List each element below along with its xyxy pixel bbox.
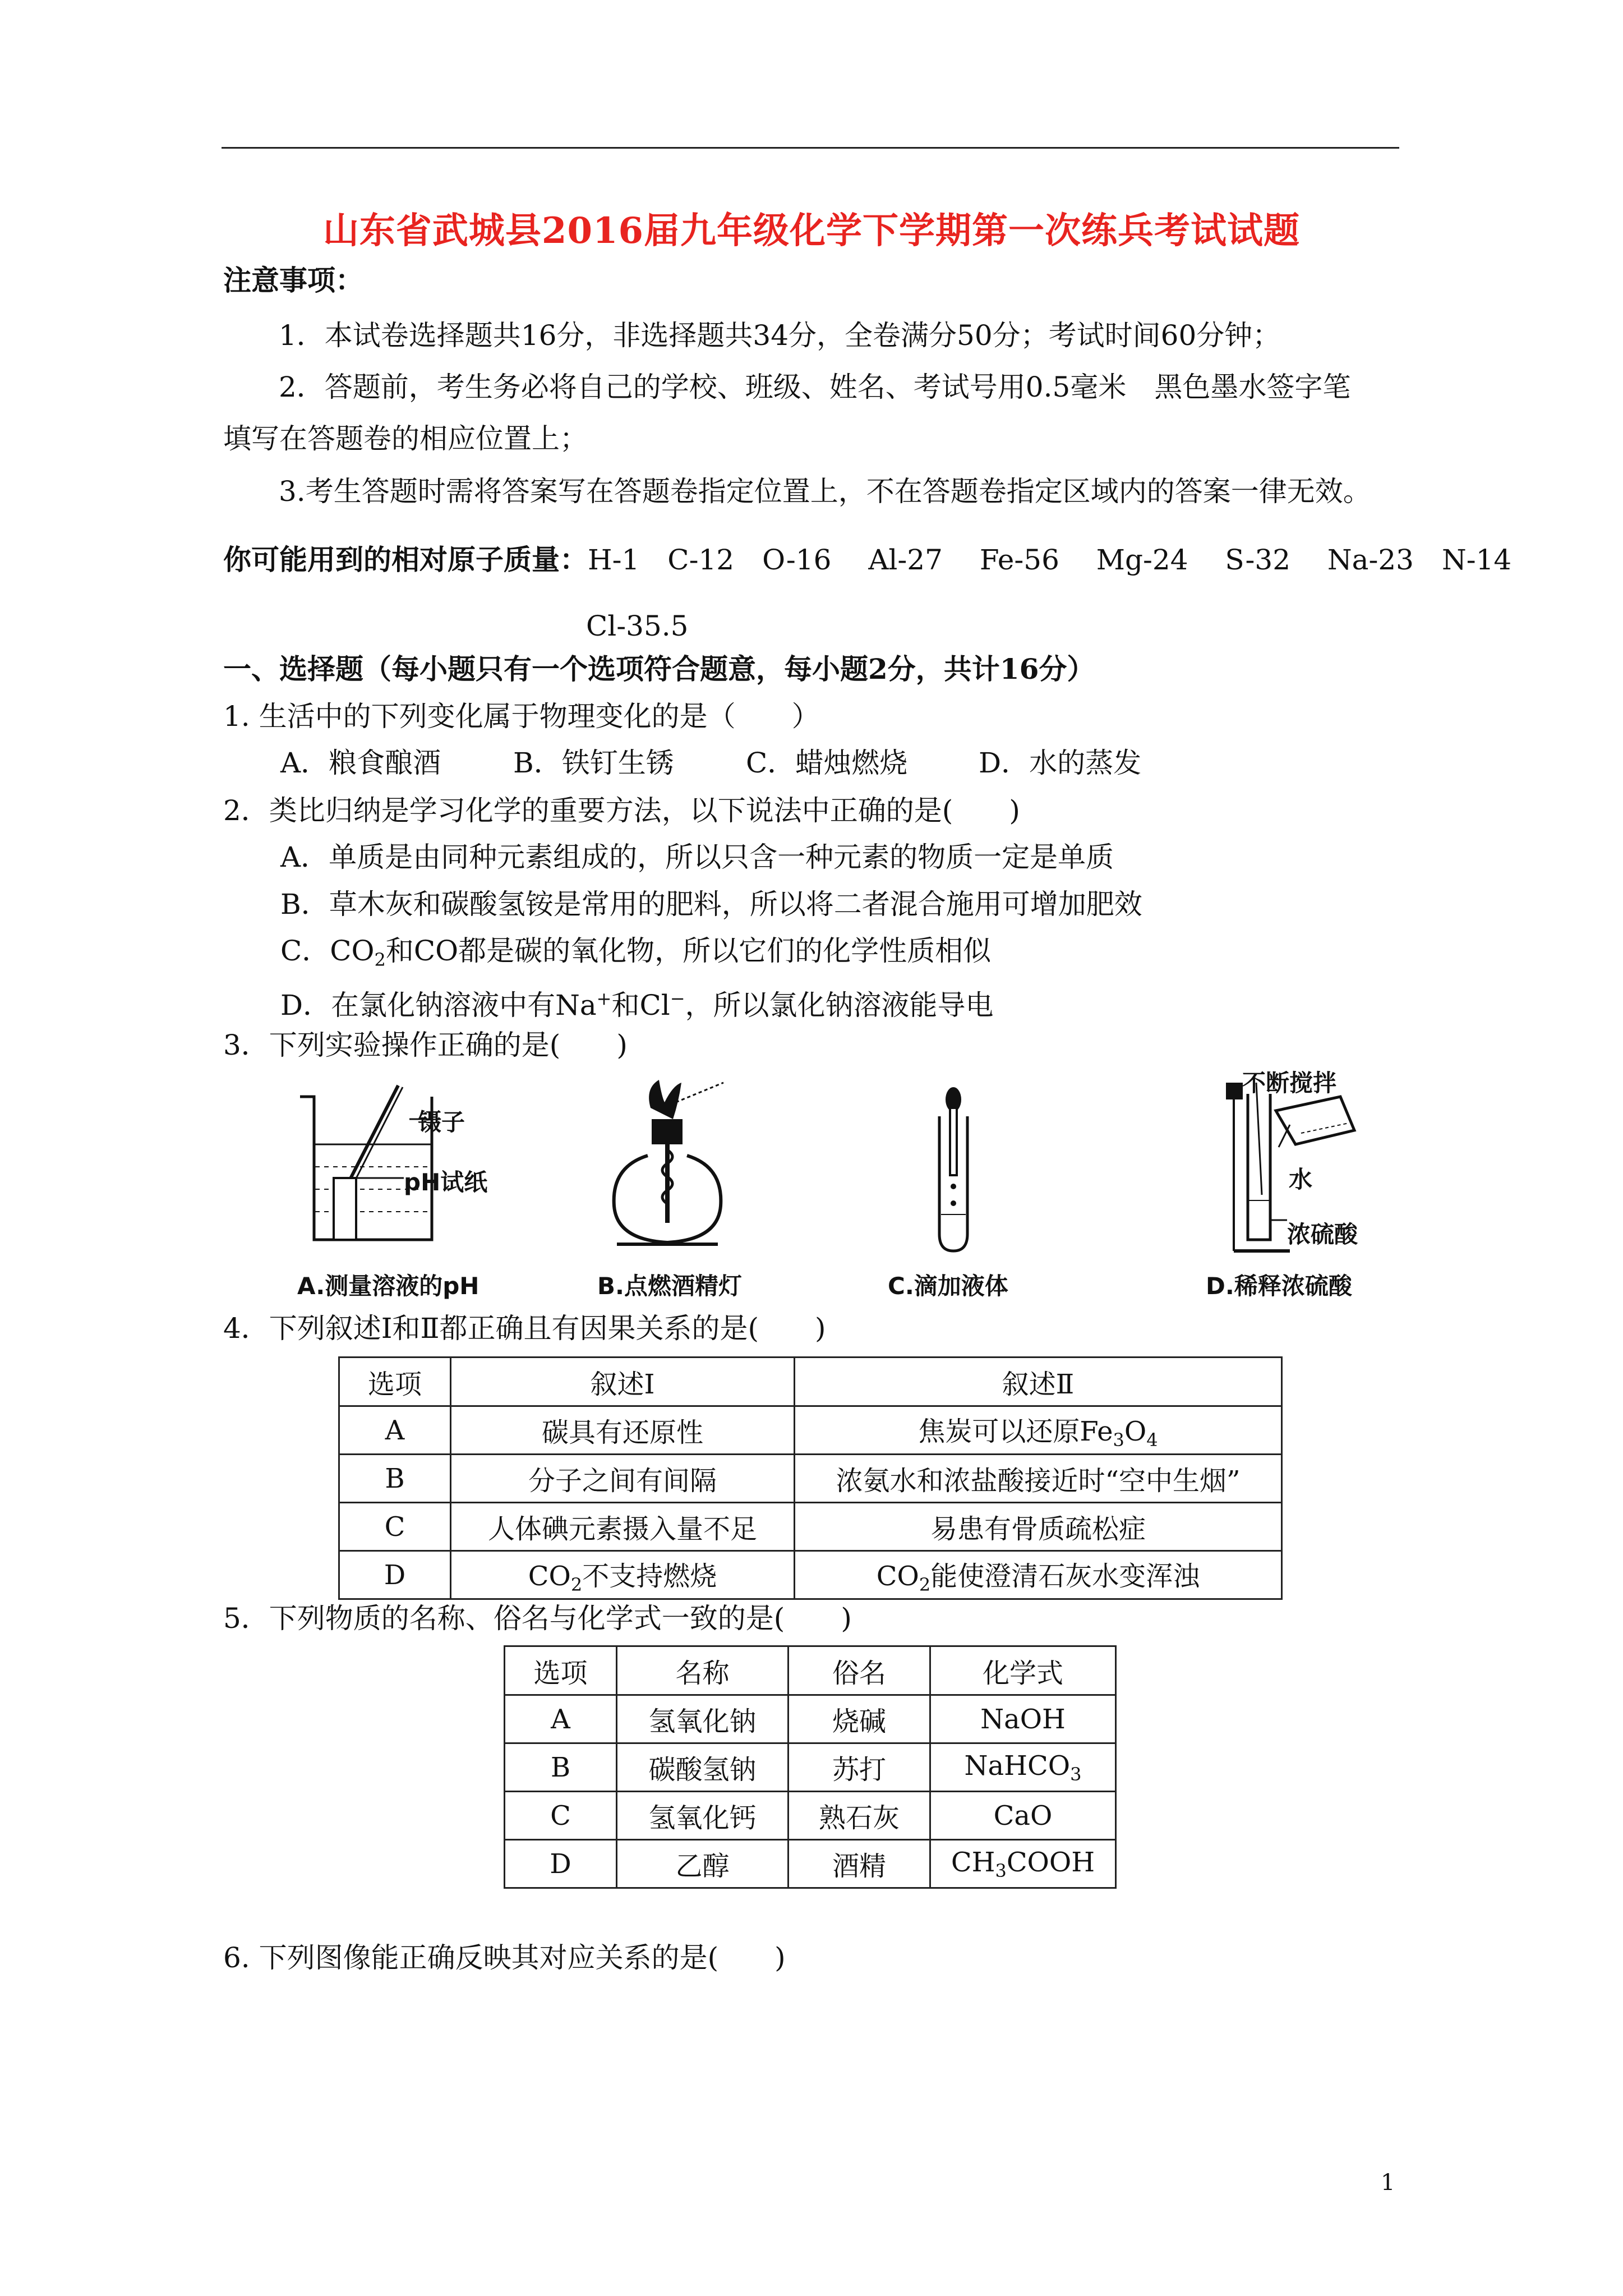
table-cell: 熟石灰 bbox=[789, 1792, 930, 1840]
figure-b-alcohol-lamp bbox=[606, 1077, 751, 1257]
atomic-mass-values: H-1 C-12 O-16 Al-27 Fe-56 Mg-24 S-32 Na-23 N-14 bbox=[588, 544, 1512, 576]
table-header-cell: 叙述Ⅱ bbox=[795, 1358, 1282, 1406]
table-cell: 易患有骨质疏松症 bbox=[795, 1503, 1282, 1551]
q3-stem: 3．下列实验操作正确的是( ) bbox=[223, 1029, 628, 1061]
figure-c-caption: C.滴加液体 bbox=[888, 1272, 1008, 1300]
table-cell: D bbox=[505, 1840, 617, 1888]
table-cell: A bbox=[339, 1406, 451, 1455]
table-cell: 乙醇 bbox=[617, 1840, 789, 1888]
table-cell: $CH_3COOH$ bbox=[930, 1840, 1116, 1888]
table-cell: C bbox=[505, 1792, 617, 1840]
q1-stem: 1. 生活中的下列变化属于物理变化的是（ ） bbox=[223, 700, 820, 733]
table-cell: 氢氧化钠 bbox=[617, 1695, 789, 1743]
figure-c-dropper bbox=[925, 1083, 981, 1257]
table-cell: A bbox=[505, 1695, 617, 1743]
table-cell: 苏打 bbox=[789, 1743, 930, 1792]
atomic-mass-values-2: Cl-35.5 bbox=[586, 610, 689, 642]
table-header-row bbox=[505, 1646, 1116, 1695]
table-cell: 酒精 bbox=[789, 1840, 930, 1888]
table-cell: C bbox=[339, 1503, 451, 1551]
q1-option-a: A．粮食酿酒 bbox=[280, 747, 441, 779]
table-cell: NaHCO$_3$ bbox=[930, 1743, 1116, 1792]
q1-option-d: D．水的蒸发 bbox=[979, 747, 1142, 779]
figure-d-label-acid: 浓硫酸 bbox=[1287, 1221, 1358, 1248]
table-header-cell: 选项 bbox=[339, 1358, 451, 1406]
table-row bbox=[505, 1840, 1116, 1888]
table-row bbox=[339, 1503, 1282, 1551]
q2-stem: 2．类比归纳是学习化学的重要方法，以下说法中正确的是( ) bbox=[223, 794, 1020, 827]
table-cell: 人体碘元素摄入量不足 bbox=[451, 1503, 795, 1551]
table-cell: 焦炭可以还原$Fe_3O_4$ bbox=[795, 1406, 1282, 1455]
table-cell: CaO bbox=[930, 1792, 1116, 1840]
atomic-mass-line bbox=[223, 543, 1511, 577]
table-cell: NaOH bbox=[930, 1695, 1116, 1743]
table-header-cell: 俗名 bbox=[789, 1646, 930, 1695]
q5-table bbox=[504, 1645, 1117, 1889]
table-cell: 氢氧化钙 bbox=[617, 1792, 789, 1840]
table-cell: 碳具有还原性 bbox=[451, 1406, 795, 1455]
q1-option-b: B．铁钉生锈 bbox=[513, 747, 674, 779]
q2-option-a: A．单质是由同种元素组成的，所以只含一种元素的物质一定是单质 bbox=[280, 841, 1114, 873]
figure-d-caption: D.稀释浓硫酸 bbox=[1206, 1272, 1352, 1300]
figure-d-label-water: 水 bbox=[1289, 1166, 1313, 1193]
table-row bbox=[339, 1406, 1282, 1455]
notice-item-2-cont: 填写在答题卷的相应位置上； bbox=[223, 422, 588, 455]
top-rule bbox=[222, 147, 1399, 149]
table-row bbox=[505, 1695, 1116, 1743]
table-header-cell: 选项 bbox=[505, 1646, 617, 1695]
table-cell: 浓氨水和浓盐酸接近时“空中生烟” bbox=[795, 1455, 1282, 1503]
table-cell: B bbox=[505, 1743, 617, 1792]
table-header-cell: 名称 bbox=[617, 1646, 789, 1695]
q5-stem: 5．下列物质的名称、俗名与化学式一致的是( ) bbox=[223, 1602, 852, 1635]
table-row bbox=[339, 1455, 1282, 1503]
q2-option-b: B．草木灰和碳酸氢铵是常用的肥料，所以将二者混合施用可增加肥效 bbox=[280, 888, 1142, 921]
table-cell: 分子之间有间隔 bbox=[451, 1455, 795, 1503]
q4-table bbox=[338, 1356, 1283, 1600]
q4-stem: 4．下列叙述Ⅰ和Ⅱ都正确且有因果关系的是( ) bbox=[223, 1312, 826, 1345]
notice-heading: 注意事项： bbox=[223, 264, 363, 297]
section-heading: 一、选择题（每小题只有一个选项符合题意，每小题2分，共计16分） bbox=[223, 652, 1095, 685]
figure-a-caption: A.测量溶液的pH bbox=[297, 1272, 479, 1300]
q1-option-c: C．蜡烛燃烧 bbox=[746, 747, 908, 779]
table-row bbox=[339, 1551, 1282, 1599]
table-cell: 烧碱 bbox=[789, 1695, 930, 1743]
q2-option-c: C．$CO_2$和CO都是碳的氧化物，所以它们的化学性质相似 bbox=[280, 935, 992, 970]
figure-a-label-ph-paper: pH试纸 bbox=[404, 1168, 488, 1196]
notice-item-2: 2．答题前，考生务必将自己的学校、班级、姓名、考试号用0.5毫米 黑色墨水签字笔 bbox=[279, 371, 1351, 403]
table-cell: D bbox=[339, 1551, 451, 1599]
table-header-row bbox=[339, 1358, 1282, 1406]
notice-item-3: 3.考生答题时需将答案写在答题卷指定位置上，不在答题卷指定区域内的答案一律无效。 bbox=[279, 475, 1371, 508]
q2-option-d: D．在氯化钠溶液中有Na+和Cl−，所以氯化钠溶液能导电 bbox=[280, 988, 994, 1022]
table-header-cell: 化学式 bbox=[930, 1646, 1116, 1695]
table-header-cell: 叙述Ⅰ bbox=[451, 1358, 795, 1406]
table-cell: 碳酸氢钠 bbox=[617, 1743, 789, 1792]
page-title: 山东省武城县2016届九年级化学下学期第一次练兵考试试题 bbox=[322, 210, 1301, 252]
figure-b-caption: B.点燃酒精灯 bbox=[597, 1272, 742, 1300]
atomic-mass-label: 你可能用到的相对原子质量： bbox=[223, 543, 588, 576]
figure-a-label-tweezers: 镊子 bbox=[418, 1108, 465, 1136]
table-cell: $CO_2$不支持燃烧 bbox=[451, 1551, 795, 1599]
table-cell: $CO_2$能使澄清石灰水变浑浊 bbox=[795, 1551, 1282, 1599]
q6-stem: 6. 下列图像能正确反映其对应关系的是( ) bbox=[223, 1941, 786, 1974]
table-row bbox=[505, 1792, 1116, 1840]
page-number: 1 bbox=[1381, 2170, 1395, 2196]
notice-item-1: 1．本试卷选择题共16分，非选择题共34分，全卷满分50分；考试时间60分钟； bbox=[279, 319, 1281, 352]
figure-d-label-stir: 不断搅拌 bbox=[1242, 1069, 1337, 1097]
table-row bbox=[505, 1743, 1116, 1792]
table-cell: B bbox=[339, 1455, 451, 1503]
